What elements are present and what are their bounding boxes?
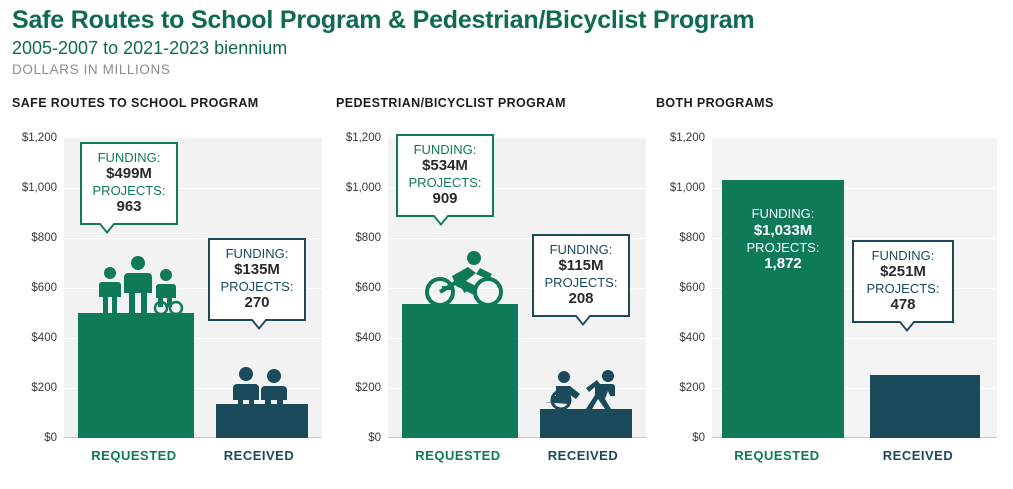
projects-label: PROJECTS: bbox=[746, 239, 820, 255]
units-label: DOLLARS IN MILLIONS bbox=[12, 61, 171, 77]
projects-label: PROJECTS: bbox=[220, 279, 294, 295]
projects-value: 478 bbox=[890, 296, 916, 314]
callout-tail-fill bbox=[898, 318, 916, 329]
y-tick-1000: $1,000 bbox=[21, 182, 57, 194]
y-tick-600: $600 bbox=[31, 282, 57, 294]
funding-label: FUNDING: bbox=[871, 248, 935, 263]
y-tick-800: $800 bbox=[355, 232, 381, 244]
projects-label: PROJECTS: bbox=[866, 281, 940, 297]
y-tick-1000: $1,000 bbox=[669, 182, 705, 194]
y-tick-200: $200 bbox=[355, 382, 381, 394]
funding-value: $115M bbox=[558, 257, 604, 275]
funding-value: $499M bbox=[106, 165, 152, 183]
callout-tail-fill bbox=[250, 316, 268, 327]
chart-panels bbox=[0, 96, 1013, 486]
funding-label: FUNDING: bbox=[751, 206, 815, 221]
callout-received bbox=[532, 234, 630, 317]
x-label-received: RECEIVED bbox=[882, 448, 954, 463]
callout-tail-fill bbox=[574, 312, 592, 323]
panel-title: BOTH PROGRAMS bbox=[656, 96, 774, 110]
y-tick-800: $800 bbox=[31, 232, 57, 244]
y-tick-1200: $1,200 bbox=[669, 132, 705, 144]
page-title: Safe Routes to School Program & Pedestrian/Bicyclist Program bbox=[12, 6, 755, 34]
y-tick-600: $600 bbox=[679, 282, 705, 294]
callout-received bbox=[208, 238, 306, 321]
funding-label: FUNDING: bbox=[225, 246, 289, 261]
x-label-requested: REQUESTED bbox=[415, 448, 501, 463]
inbar-label-requested bbox=[722, 206, 844, 273]
bar-requested[interactable] bbox=[78, 313, 194, 438]
callout-requested bbox=[396, 134, 494, 217]
bar-received[interactable] bbox=[870, 375, 980, 438]
family-walking-icon bbox=[88, 255, 188, 320]
funding-value: $135M bbox=[234, 261, 280, 279]
panel-title: SAFE ROUTES TO SCHOOL PROGRAM bbox=[12, 96, 259, 110]
projects-value: 208 bbox=[568, 290, 594, 308]
panel-both-programs bbox=[656, 96, 1001, 486]
funding-value: $534M bbox=[422, 157, 468, 175]
projects-value: 1,872 bbox=[764, 255, 802, 273]
x-label-received: RECEIVED bbox=[223, 448, 295, 463]
panel-title: PEDESTRIAN/BICYCLIST PROGRAM bbox=[336, 96, 566, 110]
projects-value: 963 bbox=[116, 198, 142, 216]
funding-value: $251M bbox=[880, 263, 926, 281]
callout-tail-fill bbox=[98, 220, 116, 231]
y-tick-200: $200 bbox=[679, 382, 705, 394]
funding-value: $1,033M bbox=[753, 221, 813, 239]
x-label-requested: REQUESTED bbox=[734, 448, 820, 463]
projects-label: PROJECTS: bbox=[544, 275, 618, 291]
projects-label: PROJECTS: bbox=[92, 183, 166, 199]
y-tick-800: $800 bbox=[679, 232, 705, 244]
cyclist-icon bbox=[422, 250, 506, 313]
y-tick-400: $400 bbox=[355, 332, 381, 344]
callout-requested bbox=[80, 142, 178, 225]
funding-label: FUNDING: bbox=[413, 142, 477, 157]
callout-received bbox=[852, 240, 954, 323]
chart-header bbox=[12, 6, 992, 77]
y-tick-1200: $1,200 bbox=[21, 132, 57, 144]
page-subtitle: 2005-2007 to 2021-2023 biennium bbox=[12, 37, 288, 58]
y-tick-0: $0 bbox=[368, 432, 381, 444]
y-tick-1200: $1,200 bbox=[345, 132, 381, 144]
bar-requested[interactable] bbox=[402, 304, 518, 438]
funding-label: FUNDING: bbox=[549, 242, 613, 257]
y-tick-0: $0 bbox=[692, 432, 705, 444]
y-tick-1000: $1,000 bbox=[345, 182, 381, 194]
panel-pedestrian-bicyclist bbox=[336, 96, 654, 486]
child-backpack-icon bbox=[224, 366, 300, 413]
funding-label: FUNDING: bbox=[97, 150, 161, 165]
y-tick-0: $0 bbox=[44, 432, 57, 444]
projects-value: 270 bbox=[244, 294, 270, 312]
x-label-received: RECEIVED bbox=[547, 448, 619, 463]
y-tick-600: $600 bbox=[355, 282, 381, 294]
x-label-requested: REQUESTED bbox=[91, 448, 177, 463]
panel-safe-routes-to-school bbox=[12, 96, 330, 486]
wheelchair-and-walker-icon bbox=[542, 370, 628, 415]
projects-label: PROJECTS: bbox=[408, 175, 482, 191]
y-tick-400: $400 bbox=[679, 332, 705, 344]
y-tick-200: $200 bbox=[31, 382, 57, 394]
callout-tail-fill bbox=[432, 212, 450, 223]
projects-value: 909 bbox=[432, 190, 458, 208]
y-tick-400: $400 bbox=[31, 332, 57, 344]
